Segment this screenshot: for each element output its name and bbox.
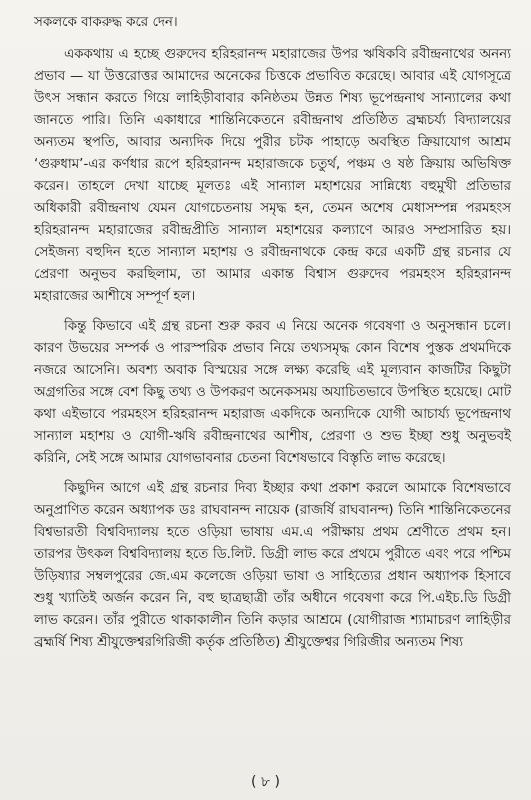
- page-number: ( ৮ ): [251, 774, 280, 790]
- paragraph-continuation: সকলকে বাকরুদ্ধ করে দেন।: [34, 15, 178, 30]
- page-body-text: [34, 12, 511, 654]
- paragraph-influence: এককথায় এ হচ্ছে গুরুদেব হরিহরানন্দ মহারাজের উপর ঋষিকবি রবীন্দ্রনাথের অনন্য প্রভাব — যা উত্তরোত্তর আমাদের অনেকের চিত্তকে প্রভাবিত করেছে। আবার এই যোগসূত্রে উৎস সন্ধান করতে গিয়ে লাহিড়ীবাবার কনিষ্ঠতম উন্নত শিষ্য ভূপেন্দ্রনাথ সান্যালের কথা জানতে পারি। তিনি একাধারে শান্তিনিকেতনে রবীন্দ্রনাথ প্রতিষ্ঠিত ব্রহ্মচর্য্য বিদ্যালয়ের অন্যতম স্থপতি, আবার অন্যদিক দিয়ে পুরীর চটক পাহাড়ে অবস্থিত ক্রিয়াযোগ আশ্রম ‘গুরুধাম’-এর কর্ণধার রূপে হরিহরানন্দ মহারাজকে চতুর্থ, পঞ্চম ও ষষ্ঠ ক্রিয়ায় অভিষিক্ত করেন। তাহলে দেখা যাচ্ছে মূলতঃ এই সান্যাল মহাশয়ের সান্নিধ্যে বহুমুখী প্রতিভার অধিকারী রবীন্দ্রনাথ যেমন যোগচেতনায় সমৃদ্ধ হন, তেমন অশেষ মেধাসম্পন্ন পরমহংস হরিহরানন্দ মহারাজের রবীন্দ্রপ্রীতি সান্যাল মহাশয়ের কল্যাণে আরও সম্প্রসারিত হয়। সেইজন্য বহুদিন হতে সান্যাল মহাশয় ও রবীন্দ্রনাথকে কেন্দ্র করে একটি গ্রন্থ রচনার যে প্রেরণা অনুভব করছিলাম, তা আমার একান্ত বিশ্বাস গুরুদেব পরমহংস হরিহরানন্দ মহারাজের আশীষে সম্পূর্ণ হল।: [34, 47, 511, 304]
- paragraph-research: কিন্তু কিভাবে এই গ্রন্থ রচনা শুরু করব এ নিয়ে অনেক গবেষণা ও অনুসন্ধান চলে। কারণ উভয়ের সম্পর্ক ও পারস্পরিক প্রভাব নিয়ে তথ্যসমৃদ্ধ কোন বিশেষ পুস্তক প্রথমদিকে নজরে আসেনি। অবশ্য অবাক বিস্ময়ের সঙ্গে লক্ষ্য করেছি এই মূল্যবান কাজটির কিছুটা অগ্রগতির সঙ্গে বেশ কিছু তথ্য ও উপকরণ অনেকসময় অযাচিতভাবে উপস্থিত হয়েছে। মোট কথা এইভাবে পরমহংস হরিহরানন্দ মহারাজ একদিকে অন্যদিকে যোগী আচার্য্য ভূপেন্দ্রনাথ সান্যাল মহাশয় ও যোগী-ঋষি রবীন্দ্রনাথের আশীষ, প্রেরণা ও শুভ ইচ্ছা শুধু অনুভবই করিনি, সেই সঙ্গে আমার যোগভাবনার চেতনা বিশেষভাবে বিস্তৃতি লাভ করেছে।: [34, 319, 511, 466]
- paragraph-inspiration: কিছুদিন আগে এই গ্রন্থ রচনার দিব্য ইচ্ছার কথা প্রকাশ করলে আমাকে বিশেষভাবে অনুপ্রাণিত করেন অধ্যাপক ডঃ রাঘবানন্দ নায়েক (রাজর্ষি রাঘবানন্দ) তিনি শান্তিনিকেতনের বিশ্বভারতী বিশ্ববিদ্যালয় হতে ওড়িয়া ভাষায় এম.এ পরীক্ষায় প্রথম শ্রেণীতে প্রথম হন। তারপর উৎকল বিশ্ববিদ্যালয় হতে ডি.লিট. ডিগ্রী লাভ করে প্রথমে পুরীতে এবং পরে পশ্চিম উড়িষ্যার সম্বলপুরের জে.এম কলেজে ওড়িয়া ভাষা ও সাহিত্যের প্রধান অধ্যাপক হিসাবে শুধু খ্যাতিই অর্জন করেন নি, বহু ছাত্রছাত্রী তাঁর অধীনে গবেষণা করে পি.এইচ.ডি ডিগ্রী লাভ করেন। তাঁর পুরীতে থাকাকালীন তিনি কড়ার আশ্রমে (যোগীরাজ শ্যামাচরণ লাহিড়ীর ব্রহ্মর্ষি শিষ্য শ্রীযুক্তেশ্বরগিরিজী কর্তৃক প্রতিষ্ঠিত) শ্রীযুক্তেশ্বর গিরিজীর অন্যতম শিষ্য: [34, 481, 511, 650]
